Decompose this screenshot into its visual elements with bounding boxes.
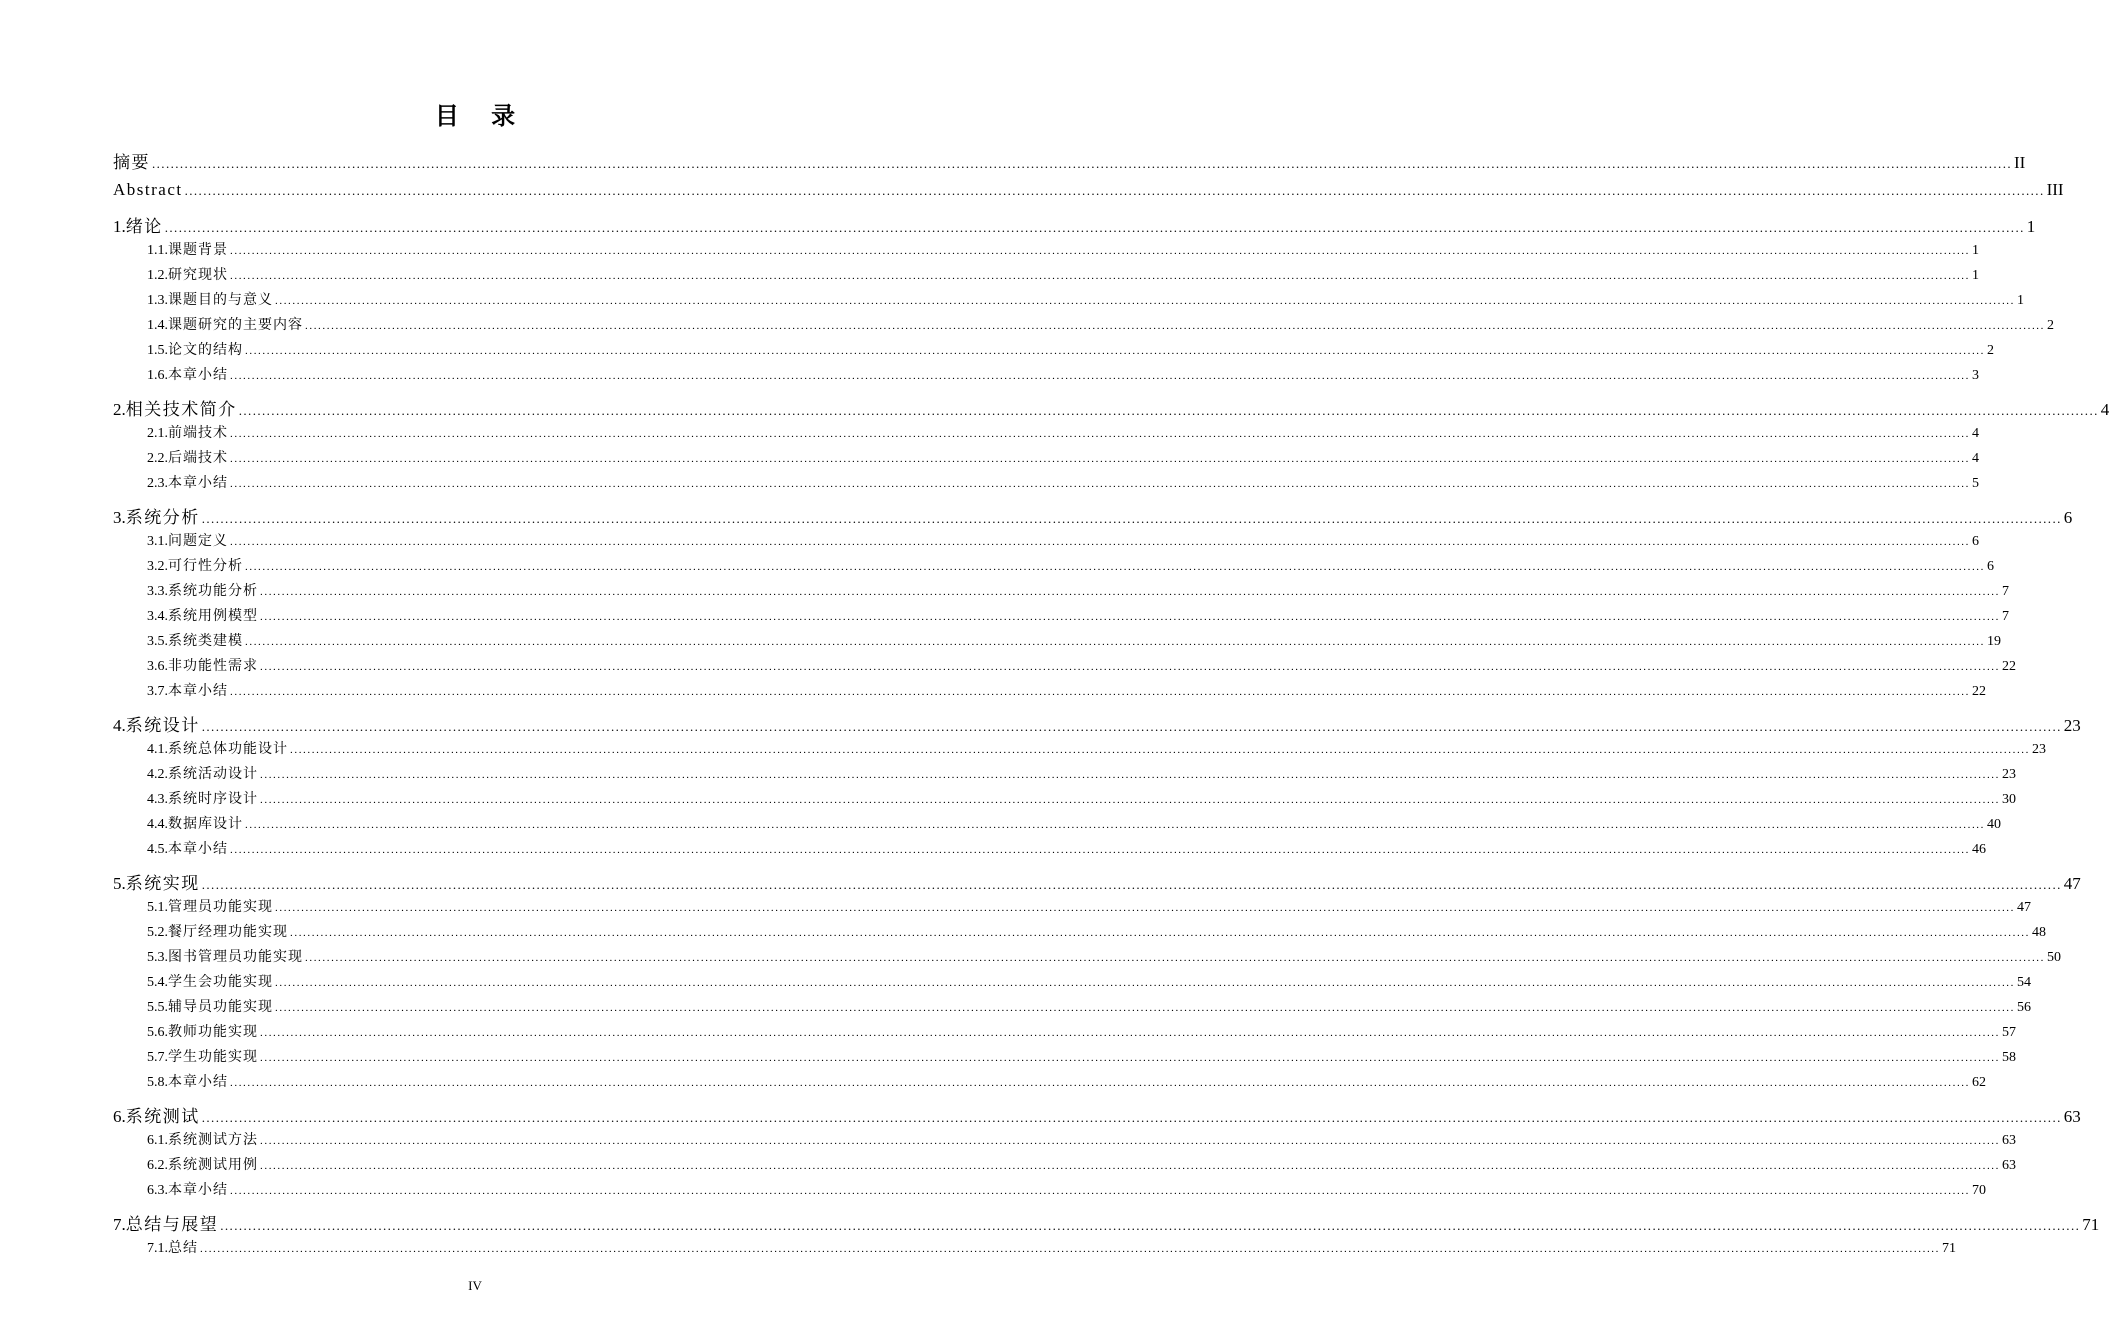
toc-entry-title: 系统测试用例 (168, 1158, 258, 1173)
toc-entry-page: 5 (1972, 476, 1979, 491)
toc-entry-number: 3.1. (147, 534, 168, 549)
toc-entry-title: 教师功能实现 (168, 1025, 258, 1040)
toc-section-entry[interactable] (147, 738, 2046, 758)
toc-entry-number: 4. (113, 716, 126, 735)
toc-entry-number: 3.4. (147, 609, 168, 624)
toc-dot-leader: ................................................................................................................................................................................................................................................................................................................................................................................................................ (164, 220, 2025, 235)
toc-entry-page: 50 (2047, 950, 2061, 965)
toc-entry-number: 6.1. (147, 1133, 168, 1148)
toc-section-entry[interactable] (147, 339, 1994, 359)
toc-entry-page: 3 (1972, 368, 1979, 383)
toc-entry-title: 系统设计 (125, 716, 200, 735)
toc-entry-number: 5.7. (147, 1050, 168, 1065)
toc-entry-title: 相关技术简介 (125, 400, 237, 419)
toc-dot-leader: ................................................................................................................................................................................................................................................................................................................................................................................................................ (275, 902, 2015, 914)
toc-entry-page: 22 (1972, 684, 1986, 699)
toc-entry-title: 数据库设计 (168, 817, 243, 832)
toc-entry-title: 可行性分析 (168, 559, 243, 574)
toc-dot-leader: ................................................................................................................................................................................................................................................................................................................................................................................................................ (260, 611, 2000, 623)
toc-entry-title: 课题目的与意义 (168, 293, 273, 308)
toc-chapter-entry[interactable] (113, 212, 2036, 237)
toc-dot-leader: ................................................................................................................................................................................................................................................................................................................................................................................................................ (152, 156, 2012, 171)
toc-entry-title: 论文的结构 (168, 343, 243, 358)
toc-entry-title: 餐厅经理功能实现 (168, 925, 288, 940)
toc-entry-title: 学生功能实现 (168, 1050, 258, 1065)
toc-section-entry[interactable] (147, 1179, 1986, 1199)
toc-entry-number: 2.1. (147, 426, 168, 441)
toc-entry-page: 63 (2002, 1158, 2016, 1173)
toc-section-entry[interactable] (147, 813, 2001, 833)
toc-entry-title: 后端技术 (168, 451, 228, 466)
toc-entry-number: 1.1. (147, 243, 168, 258)
toc-entry-title: 本章小结 (168, 842, 228, 857)
toc-entry-title: 系统时序设计 (168, 792, 258, 807)
toc-section-entry[interactable] (147, 896, 2031, 916)
toc-entry-number: 5.8. (147, 1075, 168, 1090)
toc-dot-leader: ................................................................................................................................................................................................................................................................................................................................................................................................................ (230, 844, 1970, 856)
toc-section-entry[interactable] (147, 555, 1994, 575)
toc-section-entry[interactable] (147, 838, 1986, 858)
toc-entry-number: 4.1. (147, 742, 168, 757)
toc-entry-page: 71 (2082, 1215, 2100, 1234)
toc-entry-title: 总结 (168, 1241, 198, 1256)
toc-dot-leader: ................................................................................................................................................................................................................................................................................................................................................................................................................ (230, 686, 1970, 698)
toc-entry-number: 5.5. (147, 1000, 168, 1015)
toc-dot-leader: ................................................................................................................................................................................................................................................................................................................................................................................................................ (230, 245, 1970, 257)
toc-section-entry[interactable] (147, 264, 1979, 284)
toc-dot-leader: ................................................................................................................................................................................................................................................................................................................................................................................................................ (260, 1027, 2000, 1039)
toc-entry-number: 3.2. (147, 559, 168, 574)
toc-section-entry[interactable] (147, 1071, 1986, 1091)
toc-section-entry[interactable] (147, 422, 1979, 442)
toc-entry-number: 5.2. (147, 925, 168, 940)
toc-dot-leader: ................................................................................................................................................................................................................................................................................................................................................................................................................ (230, 428, 1970, 440)
toc-entry-title: 系统测试方法 (168, 1133, 258, 1148)
toc-entry-page: 71 (1942, 1241, 1956, 1256)
toc-dot-leader: ................................................................................................................................................................................................................................................................................................................................................................................................................ (275, 1002, 2015, 1014)
toc-section-entry[interactable] (147, 996, 2031, 1016)
toc-section-entry[interactable] (147, 314, 2054, 334)
toc-entry-page: III (2046, 180, 2064, 199)
toc-dot-leader: ................................................................................................................................................................................................................................................................................................................................................................................................................ (201, 719, 2062, 734)
toc-entry-title: 研究现状 (168, 268, 228, 283)
toc-entry-title: 摘要 (113, 153, 150, 172)
toc-section-entry[interactable] (147, 239, 1979, 259)
toc-entry-page: 6 (2063, 508, 2073, 527)
toc-chapter-entry[interactable] (113, 180, 2064, 200)
toc-section-entry[interactable] (147, 946, 2061, 966)
toc-entry-number: 7.1. (147, 1241, 168, 1256)
toc-dot-leader: ................................................................................................................................................................................................................................................................................................................................................................................................................ (238, 403, 2099, 418)
toc-entry-page: 7 (2002, 609, 2009, 624)
toc-entry-page: 46 (1972, 842, 1986, 857)
toc-entry-title: 前端技术 (168, 426, 228, 441)
toc-entry-number: 6. (113, 1107, 126, 1126)
toc-dot-leader: ................................................................................................................................................................................................................................................................................................................................................................................................................ (220, 1218, 2081, 1233)
toc-entry-page: 56 (2017, 1000, 2031, 1015)
toc-entry-number: 3.7. (147, 684, 168, 699)
toc-entry-number: 2. (113, 400, 126, 419)
toc-section-entry[interactable] (147, 680, 1986, 700)
toc-entry-page: 54 (2017, 975, 2031, 990)
toc-dot-leader: ................................................................................................................................................................................................................................................................................................................................................................................................................ (230, 370, 1970, 382)
toc-dot-leader: ................................................................................................................................................................................................................................................................................................................................................................................................................ (260, 661, 2000, 673)
toc-section-entry[interactable] (147, 971, 2031, 991)
toc-section-entry[interactable] (147, 763, 2016, 783)
toc-entry-number: 7. (113, 1215, 126, 1234)
toc-entry-page: 1 (1972, 268, 1979, 283)
toc-section-entry[interactable] (147, 530, 1979, 550)
toc-entry-title: 课题研究的主要内容 (168, 318, 303, 333)
toc-entry-page: 1 (2026, 217, 2036, 236)
toc-entry-title: 课题背景 (168, 243, 228, 258)
toc-section-entry[interactable] (147, 289, 2024, 309)
toc-dot-leader: ................................................................................................................................................................................................................................................................................................................................................................................................................ (245, 819, 1985, 831)
toc-entry-number: 1.4. (147, 318, 168, 333)
toc-dot-leader: ................................................................................................................................................................................................................................................................................................................................................................................................................ (245, 636, 1985, 648)
toc-entry-number: 6.2. (147, 1158, 168, 1173)
toc-section-entry[interactable] (147, 580, 2009, 600)
toc-dot-leader: ................................................................................................................................................................................................................................................................................................................................................................................................................ (201, 511, 2062, 526)
toc-entry-page: 48 (2032, 925, 2046, 940)
page-title: 目 录 (434, 102, 528, 130)
toc-dot-leader: ................................................................................................................................................................................................................................................................................................................................................................................................................ (305, 320, 2045, 332)
toc-dot-leader: ................................................................................................................................................................................................................................................................................................................................................................................................................ (290, 744, 2030, 756)
toc-entry-number: 4.5. (147, 842, 168, 857)
toc-section-entry[interactable] (147, 364, 1979, 384)
toc-entry-title: 本章小结 (168, 1183, 228, 1198)
toc-dot-leader: ................................................................................................................................................................................................................................................................................................................................................................................................................ (200, 1243, 1940, 1255)
toc-entry-number: 5.1. (147, 900, 168, 915)
toc-chapter-entry[interactable] (113, 503, 2073, 528)
toc-entry-page: 22 (2002, 659, 2016, 674)
toc-dot-leader: ................................................................................................................................................................................................................................................................................................................................................................................................................ (245, 561, 1985, 573)
toc-entry-title: 系统用例模型 (168, 609, 258, 624)
toc-section-entry[interactable] (147, 655, 2016, 675)
toc-entry-page: 2 (2047, 318, 2054, 333)
toc-entry-page: 6 (1987, 559, 1994, 574)
toc-dot-leader: ................................................................................................................................................................................................................................................................................................................................................................................................................ (290, 927, 2030, 939)
toc-dot-leader: ................................................................................................................................................................................................................................................................................................................................................................................................................ (260, 1160, 2000, 1172)
toc-entry-number: 4.2. (147, 767, 168, 782)
toc-section-entry[interactable] (147, 1129, 2016, 1149)
toc-entry-page: 58 (2002, 1050, 2016, 1065)
toc-entry-page: 2 (1987, 343, 1994, 358)
toc-dot-leader: ................................................................................................................................................................................................................................................................................................................................................................................................................ (230, 270, 1970, 282)
toc-dot-leader: ................................................................................................................................................................................................................................................................................................................................................................................................................ (230, 1077, 1970, 1089)
toc-dot-leader: ................................................................................................................................................................................................................................................................................................................................................................................................................ (260, 1052, 2000, 1064)
toc-dot-leader: ................................................................................................................................................................................................................................................................................................................................................................................................................ (260, 1135, 2000, 1147)
toc-section-entry[interactable] (147, 1237, 1956, 1257)
toc-entry-number: 5.6. (147, 1025, 168, 1040)
toc-entry-page: 4 (1972, 451, 1979, 466)
toc-entry-page: 4 (2100, 400, 2109, 419)
toc-entry-number: 5. (113, 874, 126, 893)
toc-entry-page: 62 (1972, 1075, 1986, 1090)
toc-entry-title: 非功能性需求 (168, 659, 258, 674)
toc-entry-page: 47 (2063, 874, 2081, 893)
toc-entry-page: 1 (2017, 293, 2024, 308)
toc-section-entry[interactable] (147, 447, 1979, 467)
toc-entry-page: 23 (2032, 742, 2046, 757)
toc-dot-leader: ................................................................................................................................................................................................................................................................................................................................................................................................................ (245, 345, 1985, 357)
toc-entry-title: 系统测试 (125, 1107, 200, 1126)
toc-entry-page: II (2014, 153, 2026, 172)
toc-entry-number: 4.3. (147, 792, 168, 807)
toc-entry-title: 学生会功能实现 (168, 975, 273, 990)
toc-entry-title: 本章小结 (168, 1075, 228, 1090)
toc-entry-page: 6 (1972, 534, 1979, 549)
toc-entry-number: 1.3. (147, 293, 168, 308)
toc-entry-title: 系统活动设计 (168, 767, 258, 782)
toc-section-entry[interactable] (147, 1154, 2016, 1174)
toc-entry-page: 70 (1972, 1183, 1986, 1198)
toc-section-entry[interactable] (147, 1021, 2016, 1041)
toc-dot-leader: ................................................................................................................................................................................................................................................................................................................................................................................................................ (260, 769, 2000, 781)
toc-entry-title: 本章小结 (168, 684, 228, 699)
toc-dot-leader: ................................................................................................................................................................................................................................................................................................................................................................................................................ (305, 952, 2045, 964)
toc-entry-page: 63 (2063, 1107, 2081, 1126)
toc-entry-page: 40 (1987, 817, 2001, 832)
toc-dot-leader: ................................................................................................................................................................................................................................................................................................................................................................................................................ (230, 478, 1970, 490)
toc-entry-title: 本章小结 (168, 476, 228, 491)
toc-entry-page: 4 (1972, 426, 1979, 441)
toc-entry-number: 4.4. (147, 817, 168, 832)
toc-entry-number: 1.2. (147, 268, 168, 283)
toc-chapter-entry[interactable] (113, 1210, 2100, 1235)
toc-entry-number: 1.5. (147, 343, 168, 358)
toc-entry-page: 7 (2002, 584, 2009, 599)
toc-entry-title: 辅导员功能实现 (168, 1000, 273, 1015)
toc-entry-title: 管理员功能实现 (168, 900, 273, 915)
toc-dot-leader: ................................................................................................................................................................................................................................................................................................................................................................................................................ (275, 295, 2015, 307)
toc-dot-leader: ................................................................................................................................................................................................................................................................................................................................................................................................................ (230, 536, 1970, 548)
toc-chapter-entry[interactable] (113, 1102, 2081, 1127)
toc-entry-number: 3.3. (147, 584, 168, 599)
toc-chapter-entry[interactable] (113, 869, 2081, 894)
toc-entry-title: 绪论 (125, 217, 163, 236)
toc-entry-title: 系统实现 (125, 874, 200, 893)
toc-entry-number: 5.3. (147, 950, 168, 965)
toc-section-entry[interactable] (147, 630, 2001, 650)
toc-dot-leader: ................................................................................................................................................................................................................................................................................................................................................................................................................ (275, 977, 2015, 989)
toc-dot-leader: ................................................................................................................................................................................................................................................................................................................................................................................................................ (201, 877, 2062, 892)
toc-entry-page: 19 (1987, 634, 2001, 649)
toc-entry-title: 系统功能分析 (168, 584, 258, 599)
toc-dot-leader: ................................................................................................................................................................................................................................................................................................................................................................................................................ (201, 1110, 2062, 1125)
toc-entry-page: 23 (2063, 716, 2081, 735)
toc-entry-number: 3. (113, 508, 126, 527)
toc-entry-title: 本章小结 (168, 368, 228, 383)
toc-entry-page: 23 (2002, 767, 2016, 782)
toc-section-entry[interactable] (147, 921, 2046, 941)
toc-dot-leader: ................................................................................................................................................................................................................................................................................................................................................................................................................ (230, 1185, 1970, 1197)
toc-dot-leader: ................................................................................................................................................................................................................................................................................................................................................................................................................ (260, 794, 2000, 806)
toc-chapter-entry[interactable] (113, 395, 2109, 420)
toc-entry-number: 2.2. (147, 451, 168, 466)
toc-section-entry[interactable] (147, 472, 1979, 492)
toc-entry-number: 2.3. (147, 476, 168, 491)
page-number-footer: IV (468, 1278, 482, 1293)
toc-entry-page: 30 (2002, 792, 2016, 807)
toc-entry-title: 总结与展望 (125, 1215, 219, 1234)
toc-entry-page: 1 (1972, 243, 1979, 258)
toc-entry-number: 3.5. (147, 634, 168, 649)
toc-section-entry[interactable] (147, 1046, 2016, 1066)
toc-entry-number: 3.6. (147, 659, 168, 674)
toc-entry-number: 5.4. (147, 975, 168, 990)
toc-dot-leader: ................................................................................................................................................................................................................................................................................................................................................................................................................ (260, 586, 2000, 598)
toc-chapter-entry[interactable] (113, 711, 2081, 736)
toc-entry-number: 1.6. (147, 368, 168, 383)
toc-entry-number: 6.3. (147, 1183, 168, 1198)
toc-chapter-entry[interactable] (113, 148, 2026, 173)
toc-entry-title: 图书管理员功能实现 (168, 950, 303, 965)
toc-section-entry[interactable] (147, 605, 2009, 625)
toc-entry-page: 57 (2002, 1025, 2016, 1040)
toc-entry-number: 1. (113, 217, 126, 236)
toc-entry-title: 系统总体功能设计 (168, 742, 288, 757)
toc-dot-leader: ................................................................................................................................................................................................................................................................................................................................................................................................................ (230, 453, 1970, 465)
toc-entry-page: 63 (2002, 1133, 2016, 1148)
toc-entry-title: 系统类建模 (168, 634, 243, 649)
toc-entry-page: 47 (2017, 900, 2031, 915)
toc-entry-title: Abstract (113, 180, 183, 199)
toc-section-entry[interactable] (147, 788, 2016, 808)
toc-entry-title: 问题定义 (168, 534, 228, 549)
toc-entry-title: 系统分析 (125, 508, 200, 527)
toc-dot-leader: ................................................................................................................................................................................................................................................................................................................................................................................................................ (184, 183, 2045, 198)
